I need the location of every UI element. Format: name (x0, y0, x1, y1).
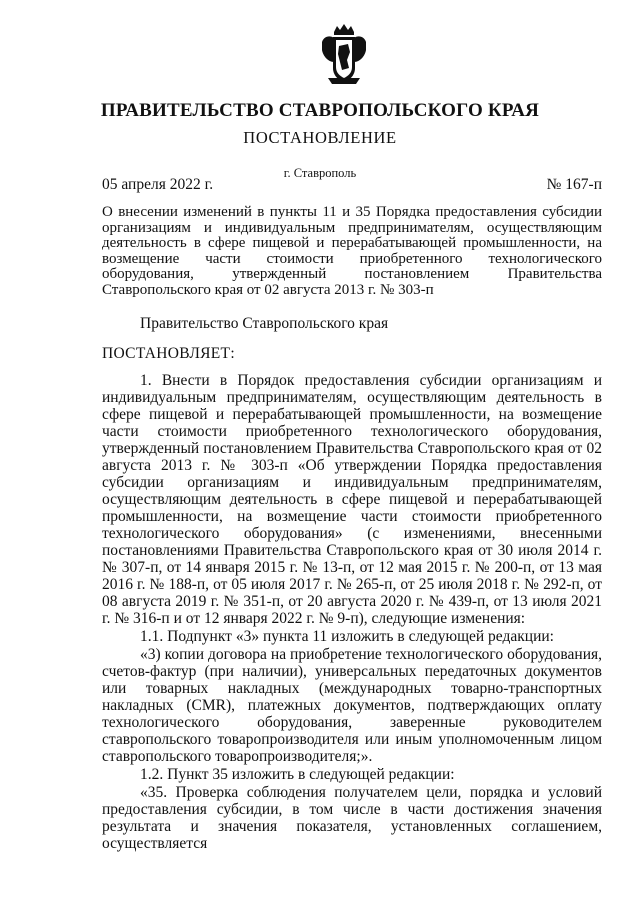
preamble-resolves: ПОСТАНОВЛЯЕТ: (102, 345, 235, 362)
paragraph-1-2: 1.2. Пункт 35 изложить в следующей редакции: (140, 766, 455, 783)
preamble-org: Правительство Ставропольского края (140, 315, 389, 332)
document-subject: О внесении изменений в пункты 11 и 35 Порядка предоставления субсидии организациям и индивидуальным предпринимателям, осуществляющим деятельность в сфере пищевой и перерабатывающей промышленности, на возмещение части стоимости приобретенного технологического оборудования, утвержденный постановлением Правительства Ставропольского края от 02 августа 2013 г. № 303-п (102, 204, 602, 298)
document-type: ПОСТАНОВЛЕНИЕ (243, 128, 397, 147)
paragraph-1-1: 1.1. Подпункт «3» пункта 11 изложить в следующей редакции: (140, 628, 554, 645)
paragraph-1-2-text: «35. Проверка соблюдения получателем цели, порядка и условий предоставления субсидии, в том числе в части достижения значения результата и значения показателя, установленных соглашением, осуществляется (102, 784, 602, 852)
document-date: 05 апреля 2022 г. (102, 176, 214, 193)
paragraph-1: 1. Внести в Порядок предоставления субсидии организациям и индивидуальным предпринимателям, осуществляющим деятельность в сфере пищевой и перерабатывающей промышленности, на возмещение части стоимости приобретенного технологического оборудования, утвержденный постановлением Правительства Ставропольского края от 02 августа 2013 г. № 303-п «Об утверждении Порядка предоставления субсидии организациям и индивидуальным предпринимателям, осуществляющим деятельность в сфере пищевой и перерабатывающей промышленности, на возмещение части стоимости приобретенного технологического оборудования» (с изменениями, внесенными постановлениями Правительства Ставропольского края от 30 июля 2014 г. № 307-п, от 14 января 2015 г. № 13-п, от 12 мая 2015 г. № 200-п, от 13 мая 2016 г. № 188-п, от 05 июля 2017 г. № 265-п, от 25 июля 2018 г. № 292-п, от 08 августа 2019 г. № 351-п, от 20 августа 2020 г. № 439-п, от 13 июля 2021 г. № 316-п и от 12 января 2022 г. № 9-п), следующие изменения: (102, 372, 602, 627)
coat-of-arms-icon (318, 22, 370, 88)
paragraph-1-1-text: «3) копии договора на приобретение технологического оборудования, счетов-фактур (при наличии), универсальных передаточных документов или товарных накладных (международных товарно-транспортных накладных (CMR), платежных документов, подтверждающих оплату технологического оборудования, заверенные руководителем ставропольского товаропроизводителя или иным уполномоченным лицом ставропольского товаропроизводителя;». (102, 646, 602, 765)
document-number: № 167-п (546, 176, 602, 193)
document-body (102, 372, 602, 852)
government-title: ПРАВИТЕЛЬСТВО СТАВРОПОЛЬСКОГО КРАЯ (100, 100, 540, 121)
city: г. Ставрополь (283, 166, 357, 180)
